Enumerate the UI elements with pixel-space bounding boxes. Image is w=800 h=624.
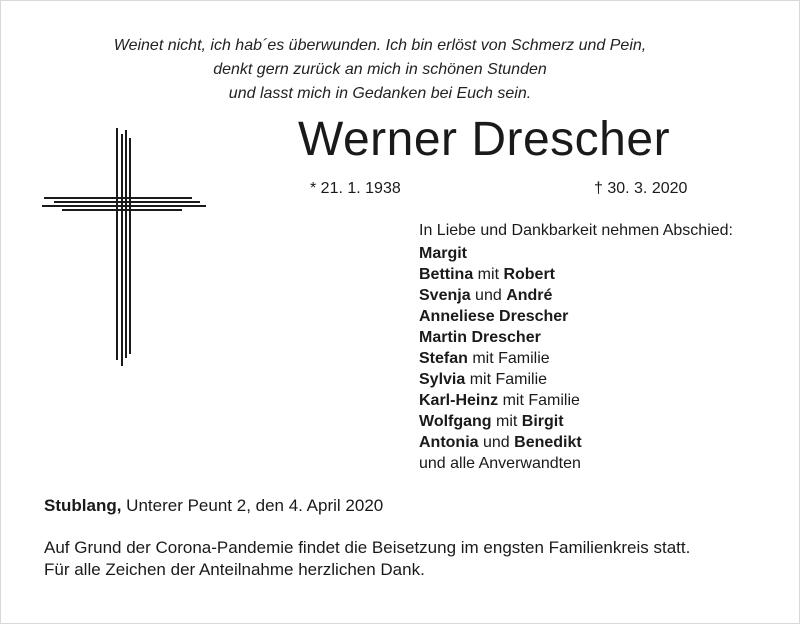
mourners-list	[419, 220, 733, 474]
mourner-name: Wolfgang	[419, 413, 492, 430]
mourner-name: Anneliese Drescher	[419, 308, 569, 325]
mourner-connector: mit Familie	[465, 371, 548, 388]
cross-icon	[42, 128, 212, 368]
poem-line: und lasst mich in Gedanken bei Euch sein.	[228, 85, 532, 102]
mourner-row	[419, 411, 733, 432]
mourner-row	[419, 285, 733, 306]
place-address-date: Unterer Peunt 2, den 4. April 2020	[121, 496, 384, 515]
mourner-name: Margit	[419, 245, 467, 262]
place-date	[44, 496, 383, 516]
mourner-name: Martin Drescher	[419, 329, 541, 346]
mourner-connector: und alle Anverwandten	[419, 455, 581, 472]
mourners-intro: In Liebe und Dankbarkeit nehmen Abschied:	[419, 222, 733, 239]
mourner-connector: mit	[473, 266, 504, 283]
mourner-row	[419, 348, 733, 369]
mourner-row	[419, 453, 733, 474]
notice-line: Für alle Zeichen der Anteilnahme herzlichen Dank.	[44, 560, 425, 579]
mourner-connector: mit Familie	[467, 350, 550, 367]
mourner-rows	[419, 243, 733, 474]
mourner-name: Svenja	[419, 287, 471, 304]
mourner-name: Birgit	[521, 413, 564, 430]
mourner-connector: mit	[491, 413, 522, 430]
mourner-name: Bettina	[419, 266, 474, 283]
deceased-name: Werner Drescher	[298, 113, 671, 166]
mourner-name: Benedikt	[514, 434, 582, 451]
mourner-connector: mit Familie	[498, 392, 580, 409]
mourner-connector: und	[478, 434, 515, 451]
mourner-row	[419, 243, 733, 264]
mourner-row	[419, 432, 733, 453]
mourner-row	[419, 306, 733, 327]
mourner-name: Stefan	[419, 350, 468, 367]
poem-line: denkt gern zurück an mich in schönen Stunden	[213, 61, 547, 78]
mourner-name: André	[506, 287, 553, 304]
notice	[44, 537, 690, 581]
notice-line: Auf Grund der Corona-Pandemie findet die Beisetzung im engsten Familienkreis statt.	[44, 538, 691, 557]
mourner-row	[419, 264, 733, 285]
mourner-name: Sylvia	[419, 371, 466, 388]
mourner-row	[419, 327, 733, 348]
poem	[80, 34, 680, 106]
mourner-row	[419, 369, 733, 390]
mourner-name: Antonia	[419, 434, 479, 451]
poem-line: Weinet nicht, ich hab´es überwunden. Ich bin erlöst von Schmerz und Pein,	[113, 37, 647, 54]
mourner-name: Robert	[503, 266, 556, 283]
mourner-row	[419, 390, 733, 411]
death-date: † 30. 3. 2020	[594, 180, 688, 197]
place-town: Stublang,	[44, 496, 122, 515]
mourner-name: Karl-Heinz	[419, 392, 499, 409]
mourner-connector: und	[470, 287, 507, 304]
birth-date: * 21. 1. 1938	[310, 180, 401, 197]
